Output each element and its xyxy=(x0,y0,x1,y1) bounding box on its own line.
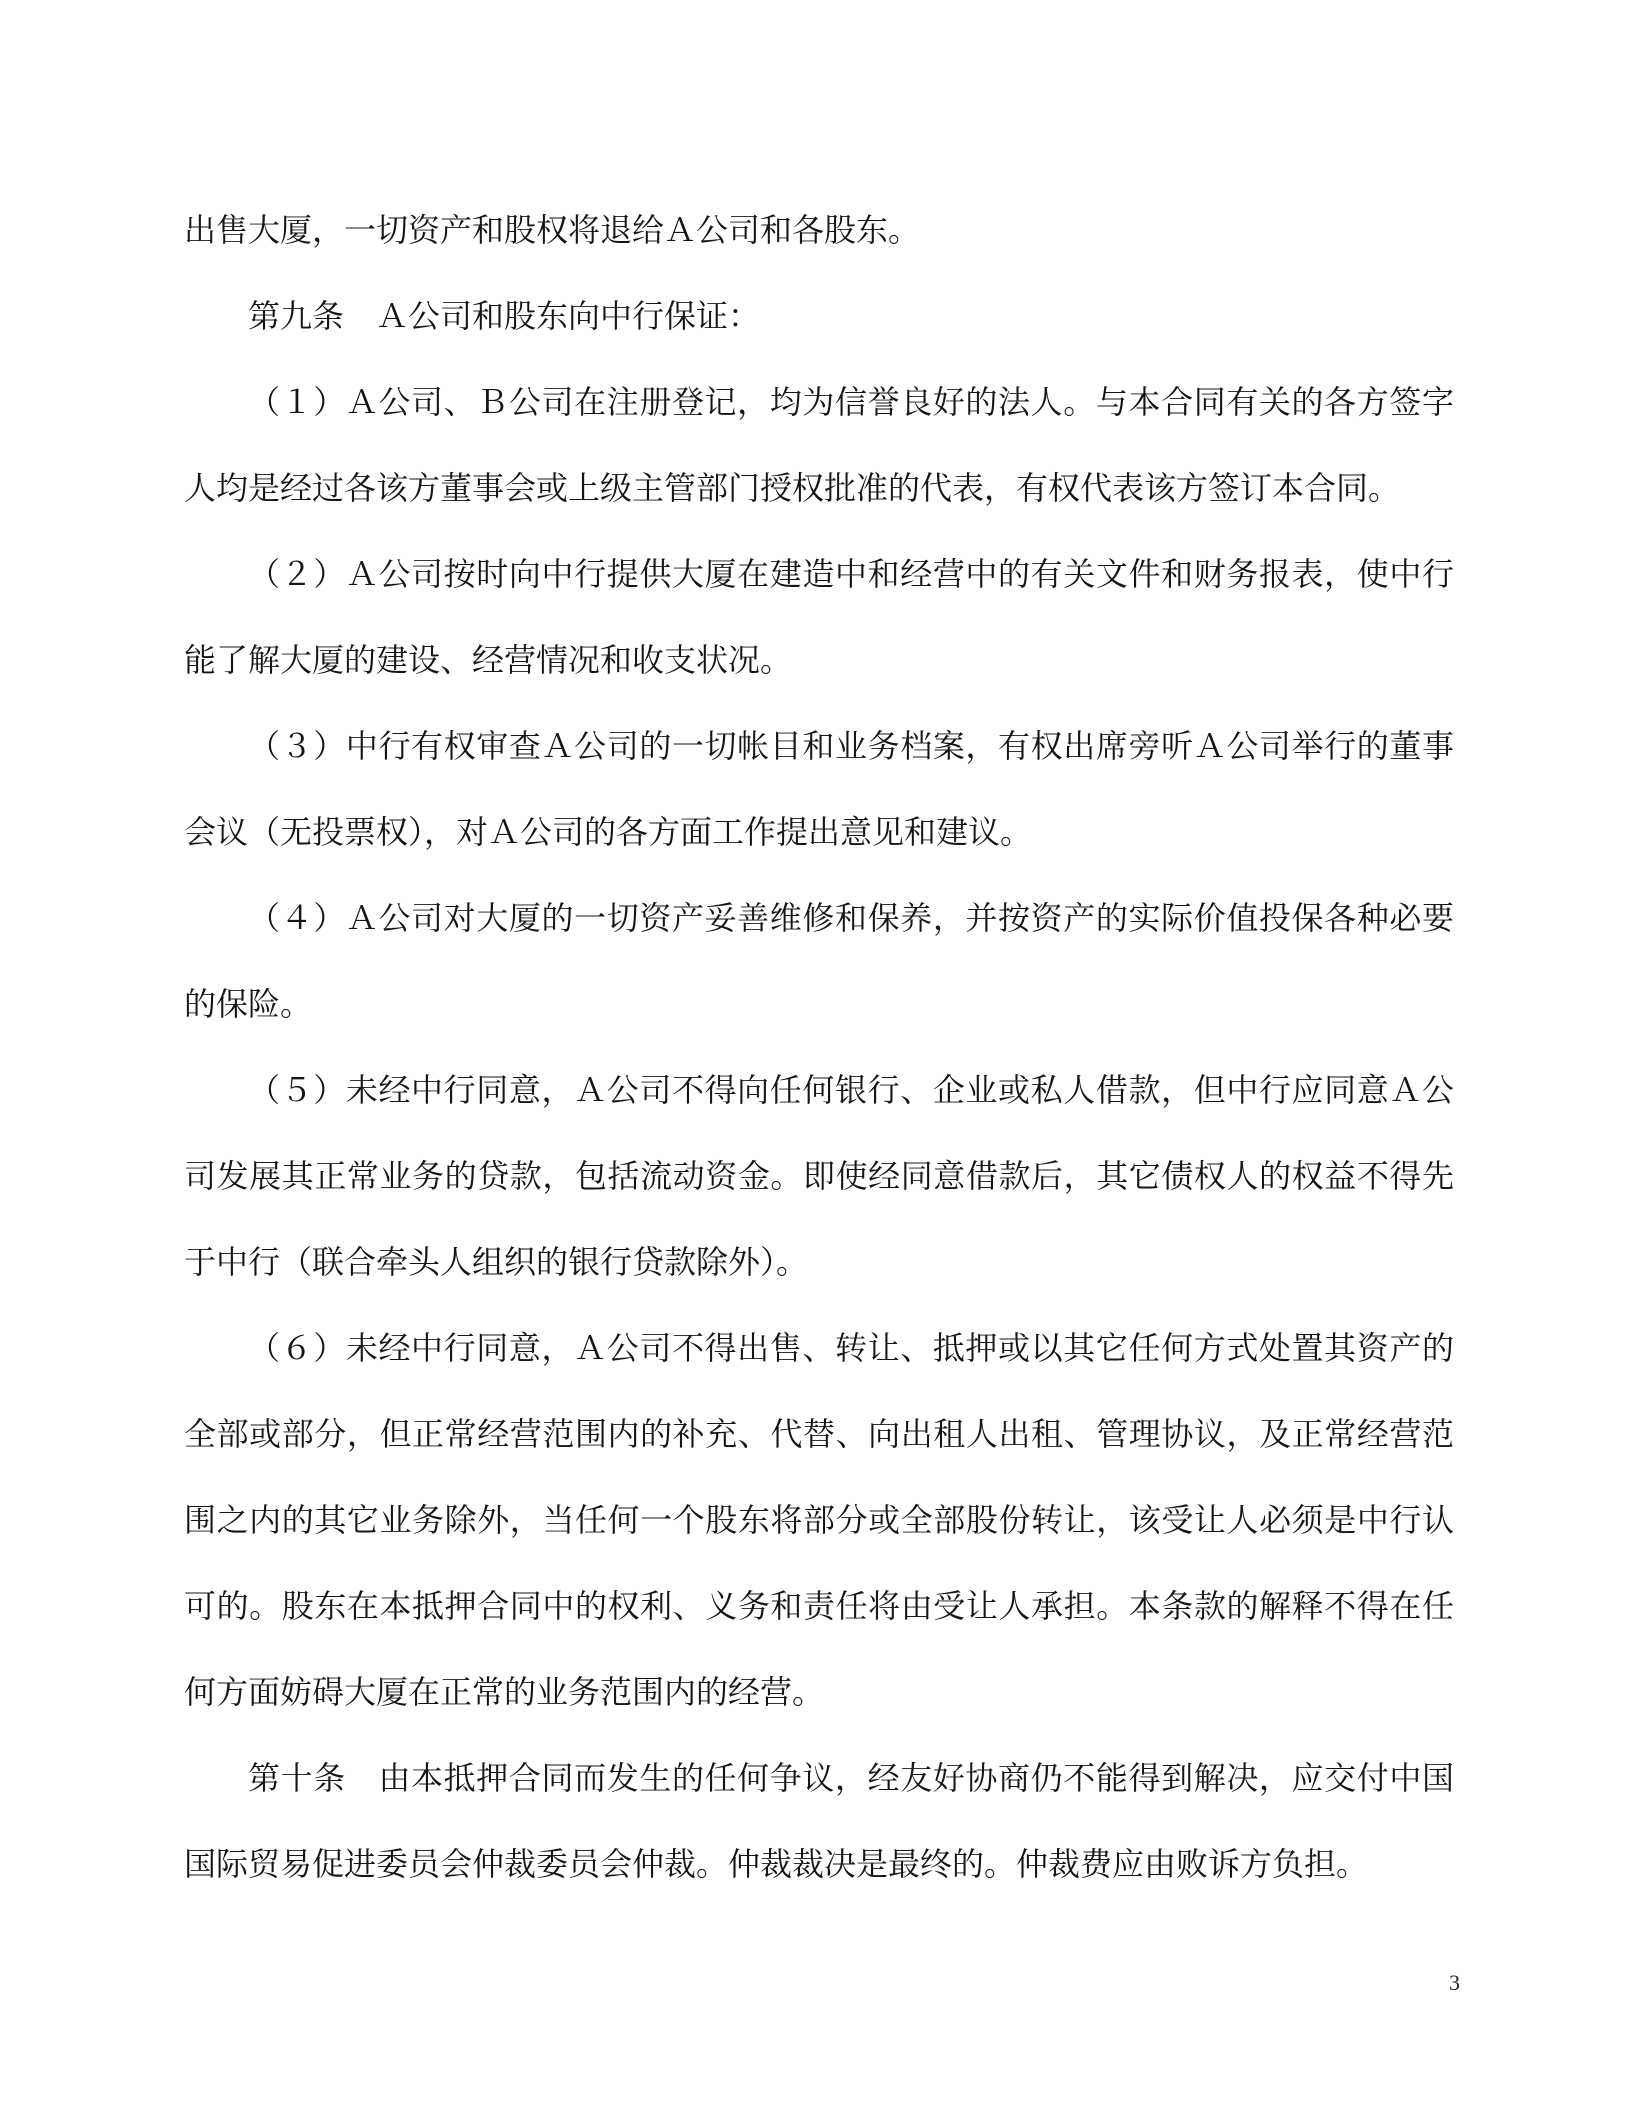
clause-5: （５）未经中行同意，Ａ公司不得向任何银行、企业或私人借款，但中行应同意Ａ公司发展其正常业务的贷款，包括流动资金。即使经同意借款后，其它债权人的权益不得先于中行（联合牵头人组织的银行贷款除外）。 xyxy=(184,1071,1454,1281)
article-10: 第十条 由本抵押合同而发生的任何争议，经友好协商仍不能得到解决，应交付中国国际贸易促进委员会仲裁委员会仲裁。仲裁裁决是最终的。仲裁费应由败诉方负担。 xyxy=(184,1759,1454,1883)
clause-4: （４）Ａ公司对大厦的一切资产妥善维修和保养，并按资产的实际价值投保各种必要的保险。 xyxy=(184,899,1454,1023)
clause-3: （３）中行有权审查Ａ公司的一切帐目和业务档案，有权出席旁听Ａ公司举行的董事会议（无投票权），对Ａ公司的各方面工作提出意见和建议。 xyxy=(184,727,1454,851)
clause-1: （１）Ａ公司、Ｂ公司在注册登记，均为信誉良好的法人。与本合同有关的各方签字人均是经过各该方董事会或上级主管部门授权批准的代表，有权代表该方签订本合同。 xyxy=(184,383,1454,507)
clause-2: （２）Ａ公司按时向中行提供大厦在建造中和经营中的有关文件和财务报表，使中行能了解大厦的建设、经营情况和收支状况。 xyxy=(184,555,1454,679)
clause-6: （６）未经中行同意，Ａ公司不得出售、转让、抵押或以其它任何方式处置其资产的全部或部分，但正常经营范围内的补充、代替、向出租人出租、管理协议，及正常经营范围之内的其它业务除外，当任何一个股东将部分或全部股份转让，该受让人必须是中行认可的。股东在本抵押合同中的权利、义务和责任将由受让人承担。本条款的解释不得在任何方面妨碍大厦在正常的业务范围内的经营。 xyxy=(184,1329,1454,1711)
paragraph-continuation: 出售大厦，一切资产和股权将退给Ａ公司和各股东。 xyxy=(184,211,921,249)
contract-body xyxy=(184,187,1454,1907)
page-number: 3 xyxy=(1449,1970,1460,1995)
article-9-heading: 第九条 Ａ公司和股东向中行保证： xyxy=(248,297,761,335)
